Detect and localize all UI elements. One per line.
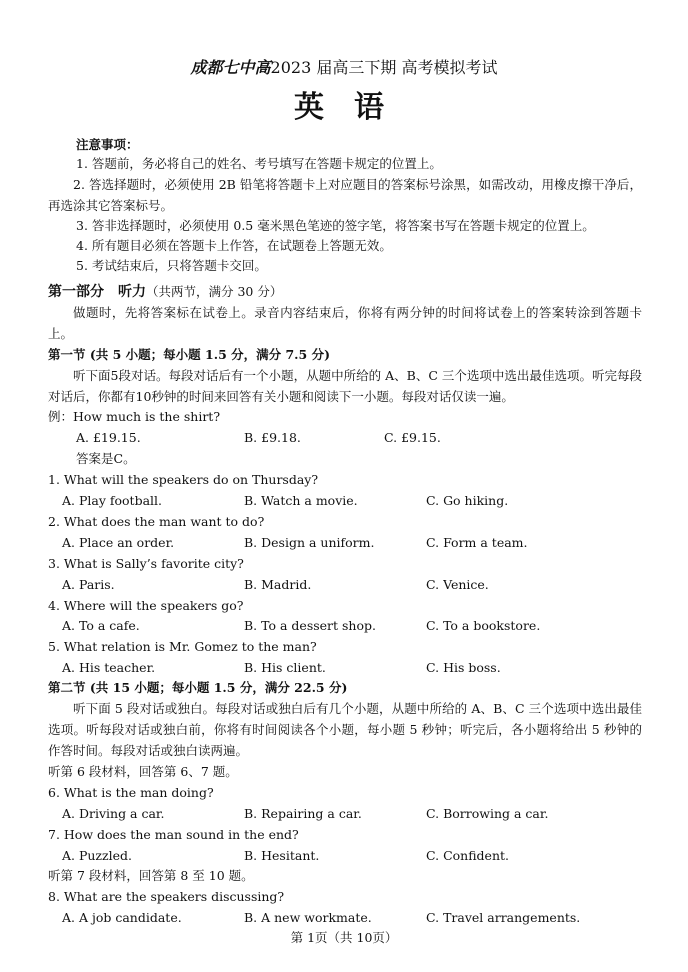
section1-title: 第一节 (共 5 小题；每小题 1.5 分，满分 7.5 分) (48, 347, 330, 362)
part1-heading (48, 282, 282, 302)
option: B. A new workmate. (244, 910, 372, 925)
exam-title (0, 56, 688, 80)
option: A. His teacher. (62, 660, 156, 675)
option: C. Venice. (426, 577, 489, 592)
question: 6. What is the man doing? (48, 785, 214, 800)
option: A. Puzzled. (62, 848, 132, 863)
question: 8. What are the speakers discussing? (48, 889, 285, 904)
question: 1. What will the speakers do on Thursday? (48, 472, 319, 487)
option: B. Repairing a car. (244, 806, 362, 821)
section2-instruction: 听下面 5 段对话或独白。每段对话或独白后有几个小题，从题中所给的 A、B、C 三个选项中选出最佳选项。听每段对话或独白前，你将有时间阅读各个小题，每小题 5 秒钟；听完后，各小题将给出 5 秒钟的作答时间。每段对话或独白读两遍。 (48, 701, 642, 758)
option: B. Hesitant. (244, 848, 320, 863)
notice-item: 5. 考试结束后，只将答题卡交回。 (76, 258, 267, 273)
material-note: 听第 7 段材料，回答第 8 至 10 题。 (48, 868, 254, 883)
option: A. Place an order. (62, 535, 175, 550)
notice-title: 注意事项： (76, 137, 139, 152)
part1-note: （共两节，满分 30 分） (146, 284, 283, 299)
notice-item: 4. 所有题目必须在答题卡上作答，在试题卷上答题无效。 (76, 238, 392, 253)
option: C. Borrowing a car. (426, 806, 549, 821)
option: C. To a bookstore. (426, 618, 541, 633)
question: 5. What relation is Mr. Gomez to the man? (48, 639, 317, 654)
option: C. Go hiking. (426, 493, 509, 508)
exam-title-text: 2023 届高三下期 高考模拟考试 (270, 58, 498, 77)
example-answer: 答案是C。 (76, 451, 136, 466)
part1-title: 第一部分 听力 (48, 284, 146, 300)
option: C. Form a team. (426, 535, 528, 550)
page-footer: 第 1页（共 10页） (290, 930, 398, 945)
example-question: 例：How much is the shirt? (48, 409, 221, 424)
option: A. Paris. (62, 577, 115, 592)
option: A. Driving a car. (62, 806, 165, 821)
option: B. Madrid. (244, 577, 312, 592)
option: B. Watch a movie. (244, 493, 358, 508)
option: A. Play football. (62, 493, 162, 508)
notice-item: 1. 答题前，务必将自己的姓名、考号填写在答题卡规定的位置上。 (76, 156, 442, 171)
option: B. Design a uniform. (244, 535, 375, 550)
subject-title: 英语 (294, 90, 414, 125)
example-option: B. £9.18. (244, 430, 301, 445)
option: C. His boss. (426, 660, 501, 675)
question: 7. How does the man sound in the end? (48, 827, 299, 842)
notice-item: 2. 答选择题时，必须使用 2B 铅笔将答题卡上对应题目的答案标号涂黑，如需改动，用橡皮擦干净后，再选涂其它答案标号。 (48, 177, 642, 213)
option: B. His client. (244, 660, 326, 675)
option: B. To a dessert shop. (244, 618, 376, 633)
school-name: 成都七中高 (190, 58, 271, 77)
option: A. A job candidate. (62, 910, 182, 925)
part1-instruction: 做题时，先将答案标在试卷上。录音内容结束后，你将有两分钟的时间将试卷上的答案转涂到答题卡上。 (48, 305, 642, 341)
option: C. Confident. (426, 848, 509, 863)
option: A. To a cafe. (62, 618, 140, 633)
example-option: A. £19.15. (76, 430, 141, 445)
section1-instruction: 听下面5段对话。每段对话后有一个小题，从题中所给的 A、B、C 三个选项中选出最佳选项。听完每段对话后，你都有10秒钟的时间来回答有关小题和阅读下一小题。每段对话仅读一遍。 (48, 368, 642, 404)
section2-title: 第二节 (共 15 小题；每小题 1.5 分，满分 22.5 分) (48, 680, 348, 695)
option: C. Travel arrangements. (426, 910, 581, 925)
material-note: 听第 6 段材料，回答第 6、7 题。 (48, 764, 238, 779)
question: 3. What is Sally’s favorite city? (48, 556, 244, 571)
question: 4. Where will the speakers go? (48, 598, 244, 613)
question: 2. What does the man want to do? (48, 514, 265, 529)
notice-item: 3. 答非选择题时，必须使用 0.5 毫米黑色笔迹的签字笔，将答案书写在答题卡规定的位置上。 (76, 218, 595, 233)
example-option: C. £9.15. (384, 430, 441, 445)
